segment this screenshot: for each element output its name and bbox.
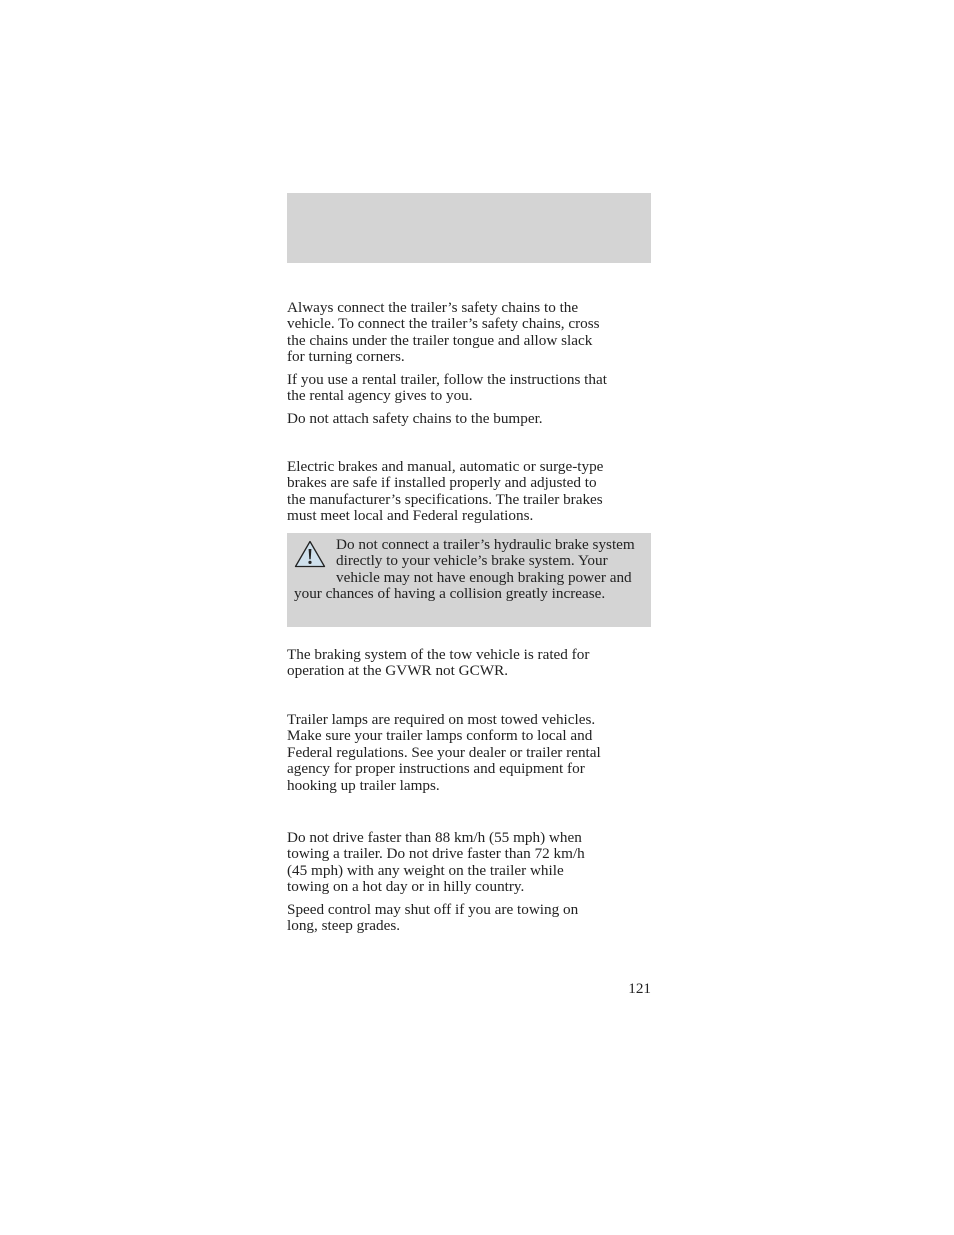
braking-system-paragraph: The braking system of the tow vehicle is rated for operation at the GVWR not GCWR. [287, 646, 590, 680]
warning-box [287, 533, 651, 627]
safety-chains-paragraph-3: Do not attach safety chains to the bumper. [287, 410, 543, 427]
page-number: 121 [628, 980, 651, 997]
trailer-lamps-paragraph: Trailer lamps are required on most towed vehicles. Make sure your trailer lamps conform to local and Federal regulations. See your dealer or trailer rental agency for proper instructions and equipment for hooking up trailer lamps. [287, 711, 601, 794]
trailer-brakes-paragraph: Electric brakes and manual, automatic or surge-type brakes are safe if installed properly and adjusted to the manufacturer’s specifications. The trailer brakes must meet local and Federal regulations. [287, 458, 604, 525]
speed-control-paragraph: Speed control may shut off if you are towing on long, steep grades. [287, 901, 579, 935]
safety-chains-paragraph-2: If you use a rental trailer, follow the instructions that the rental agency gives to you. [287, 371, 607, 405]
safety-chains-paragraph-1: Always connect the trailer’s safety chains to the vehicle. To connect the trailer’s safety chains, cross the chains under the trailer tongue and allow slack for turning corners. [287, 299, 600, 366]
section-header-band [287, 193, 651, 263]
driving-speed-paragraph: Do not drive faster than 88 km/h (55 mph) when towing a trailer. Do not drive faster than 72 km/h (45 mph) with any weight on the trailer while towing on a hot day or in hilly country. [287, 829, 585, 896]
warning-message: Do not connect a trailer’s hydraulic brake system directly to your vehicle’s brake system. Your vehicle may not have enough braking power and your chances of having a collision greatly increase. [294, 536, 635, 603]
warning-text [294, 537, 649, 603]
